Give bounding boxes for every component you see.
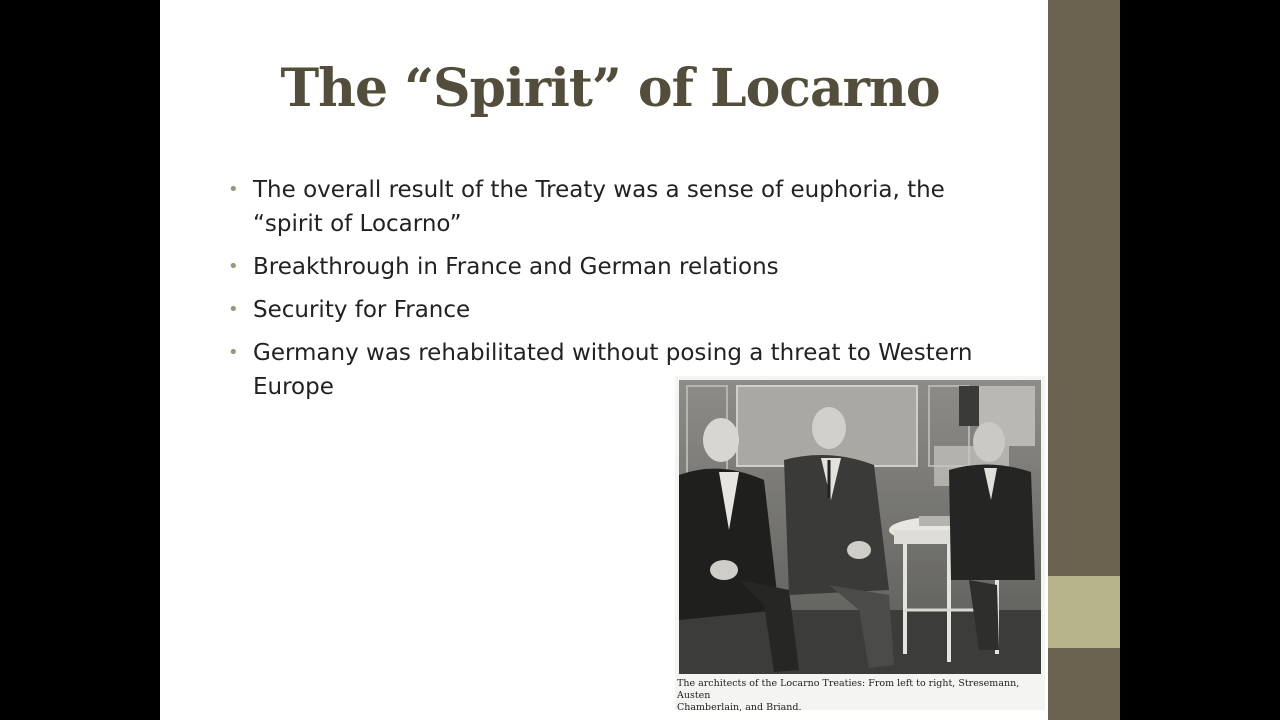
photo-caption-line-2: Chamberlain, and Briand. xyxy=(677,702,802,713)
slide-side-accent xyxy=(1048,576,1120,648)
historical-photo-figure xyxy=(675,376,1045,713)
historical-photo xyxy=(679,380,1041,674)
bullet-marker: • xyxy=(228,256,239,277)
bullet-text: Security for France xyxy=(253,297,471,323)
bullet-marker: • xyxy=(228,179,239,200)
slide-title: The “Spirit” of Locarno xyxy=(280,58,940,119)
slide xyxy=(160,0,1120,720)
photo-caption-line-1: The architects of the Locarno Treaties: From left to right, Stresemann, Austen xyxy=(677,678,1020,701)
bullet-text: The overall result of the Treaty was a sense of euphoria, the “spirit of Locarno” xyxy=(253,177,945,237)
bullet-item xyxy=(228,173,988,241)
bullet-marker: • xyxy=(228,299,239,320)
photo-illustration xyxy=(679,380,1041,674)
bullet-item xyxy=(228,293,988,327)
bullet-item xyxy=(228,250,988,284)
bullet-text: Breakthrough in France and German relations xyxy=(253,254,779,280)
photo-caption xyxy=(677,678,1043,714)
bullet-marker: • xyxy=(228,342,239,363)
bullet-text: Germany was rehabilitated without posing a threat to Western Europe xyxy=(253,340,973,400)
